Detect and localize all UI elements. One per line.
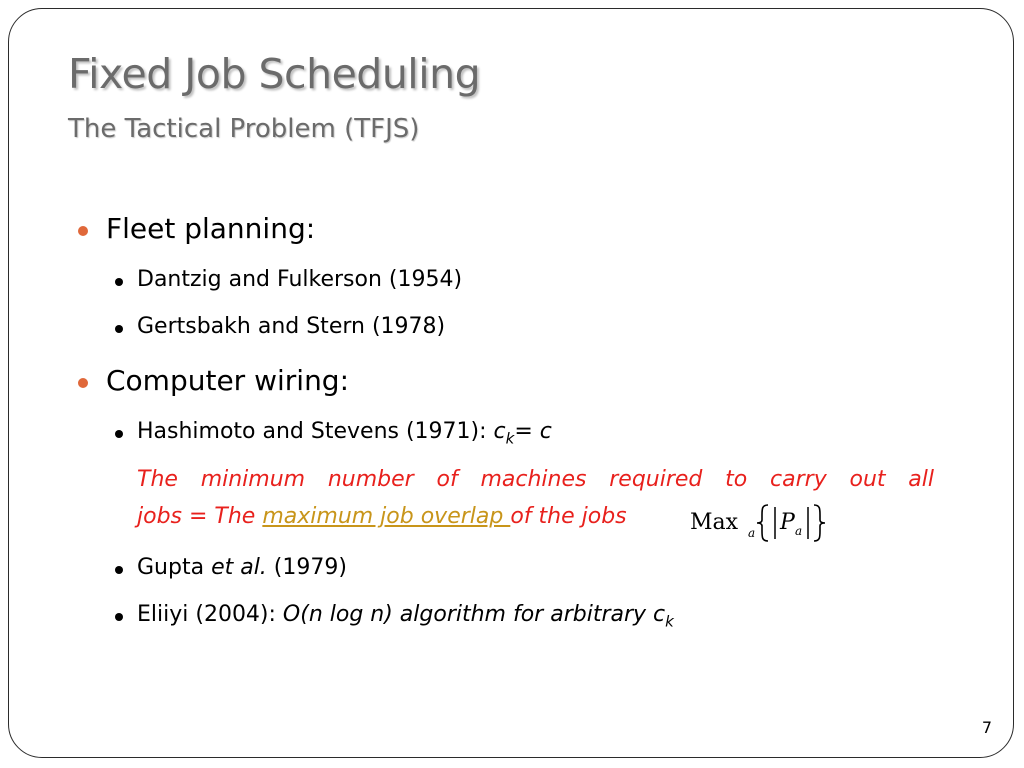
max-overlap-formula xyxy=(690,501,835,545)
max-job-overlap-link[interactable]: maximum job overlap xyxy=(262,504,511,529)
bullet-eliiyi: Eliiyi (2004): O(n log n) algorithm for arbitrary $c_k$ xyxy=(137,602,674,631)
page-number: 7 xyxy=(981,718,992,737)
bullet-dot-icon xyxy=(115,325,123,333)
slide-title: Fixed Job Scheduling xyxy=(68,50,481,98)
bullet-gupta: Gupta et al. (1979) xyxy=(137,555,347,580)
bullet-fleet-planning: Fleet planning: xyxy=(106,212,316,245)
definition-line-2: jobs = The maximum job overlap of the jobs xyxy=(137,504,627,529)
bullet-dot-icon xyxy=(115,613,123,621)
bullet-dot-icon xyxy=(115,566,123,574)
right-brace-icon xyxy=(814,505,825,541)
bullet-dot-icon xyxy=(115,278,123,286)
bullet-dot-icon xyxy=(78,378,88,388)
slide-subtitle: The Tactical Problem (TFJS) xyxy=(68,114,420,144)
bullet-dot-icon xyxy=(78,226,88,236)
bullet-gertsbakh: Gertsbakh and Stern (1978) xyxy=(137,314,446,339)
formula-P: P xyxy=(780,510,795,535)
bullet-computer-wiring: Computer wiring: xyxy=(106,364,350,397)
formula-P-sub: a xyxy=(795,524,803,538)
bullet-dot-icon xyxy=(115,430,123,438)
formula-max: Max xyxy=(690,510,739,535)
bullet-hashimoto: Hashimoto and Stevens (1971): $c_k= c$ xyxy=(137,419,552,448)
formula-sub-a: a xyxy=(748,526,756,540)
definition-line-1: The minimum number of machines required to carry out all xyxy=(137,467,934,492)
left-brace-icon xyxy=(757,505,768,541)
bullet-dantzig: Dantzig and Fulkerson (1954) xyxy=(137,267,463,292)
